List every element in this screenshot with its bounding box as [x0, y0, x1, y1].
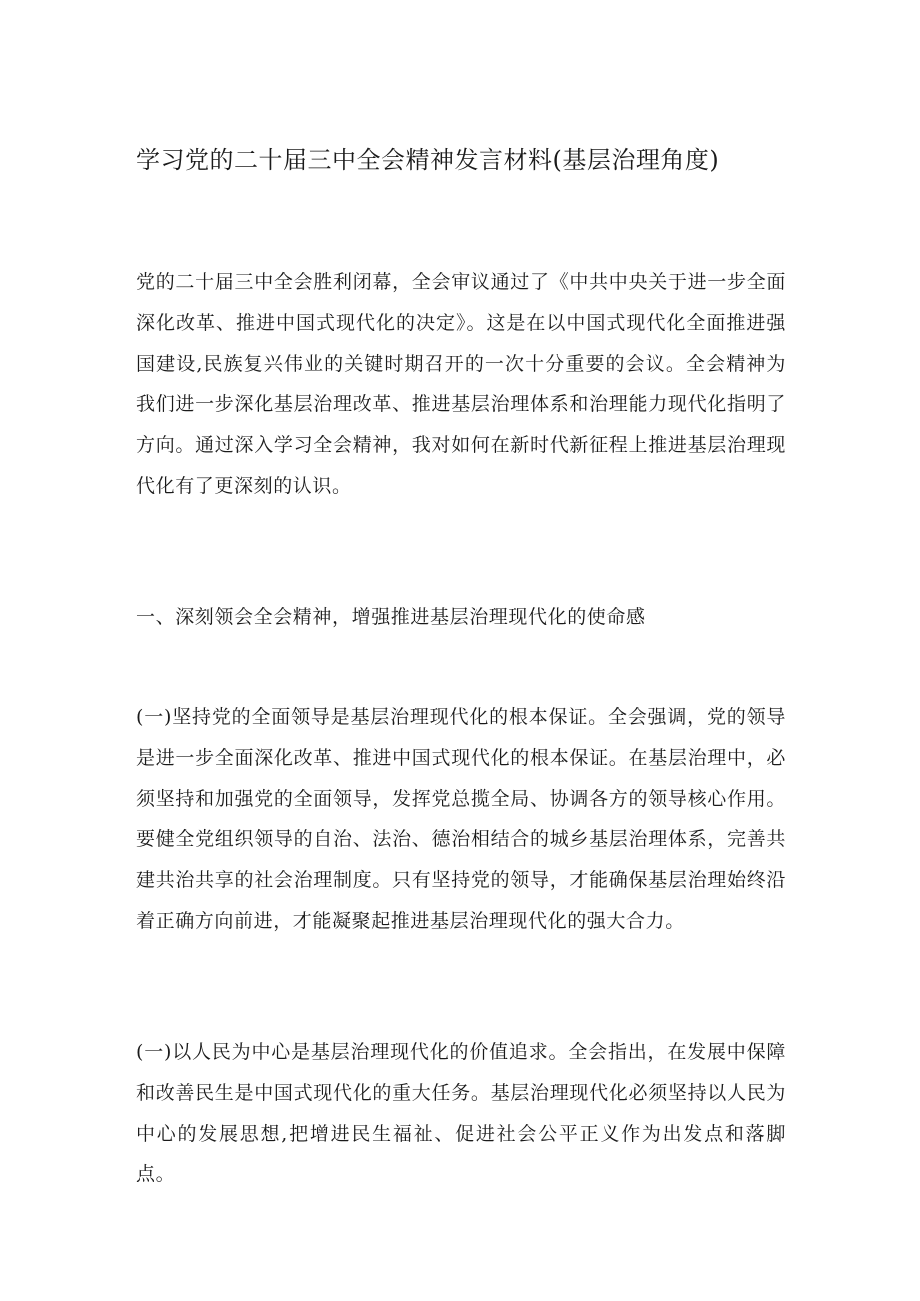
section-paragraph-2: (一)以人民为中心是基层治理现代化的价值追求。全会指出，在发展中保障和改善民生是中国式现代化的重大任务。基层治理现代化必须坚持以人民为中心的发展思想,把增进民生福祉、促进社会公平正义作为出发点和落脚点。: [136, 1041, 786, 1186]
section-paragraph-1: (一)坚持党的全面领导是基层治理现代化的根本保证。全会强调，党的领导是进一步全面深化改革、推进中国式现代化的根本保证。在基层治理中，必须坚持和加强党的全面领导，发挥党总揽全局、协调各方的领导核心作用。要健全党组织领导的自治、法治、德治相结合的城乡基层治理体系，完善共建共治共享的社会治理制度。只有坚持党的领导，才能确保基层治理始终沿着正确方向前进，才能凝聚起推进基层治理现代化的强大合力。: [136, 706, 786, 932]
intro-paragraph: 党的二十届三中全会胜利闭幕，全会审议通过了《中共中央关于进一步全面深化改革、推进中国式现代化的决定》。这是在以中国式现代化全面推进强国建设,民族复兴伟业的关键时期召开的一次十分重要的会议。全会精神为我们进一步深化基层治理改革、推进基层治理体系和治理能力现代化指明了方向。通过深入学习全会精神，我对如何在新时代新征程上推进基层治理现代化有了更深刻的认识。: [136, 271, 786, 497]
section-heading: 一、深刻领会全会精神，增强推进基层治理现代化的使命感: [136, 606, 646, 628]
document-title: 学习党的二十届三中全会精神发言材料(基层治理角度): [136, 146, 720, 174]
